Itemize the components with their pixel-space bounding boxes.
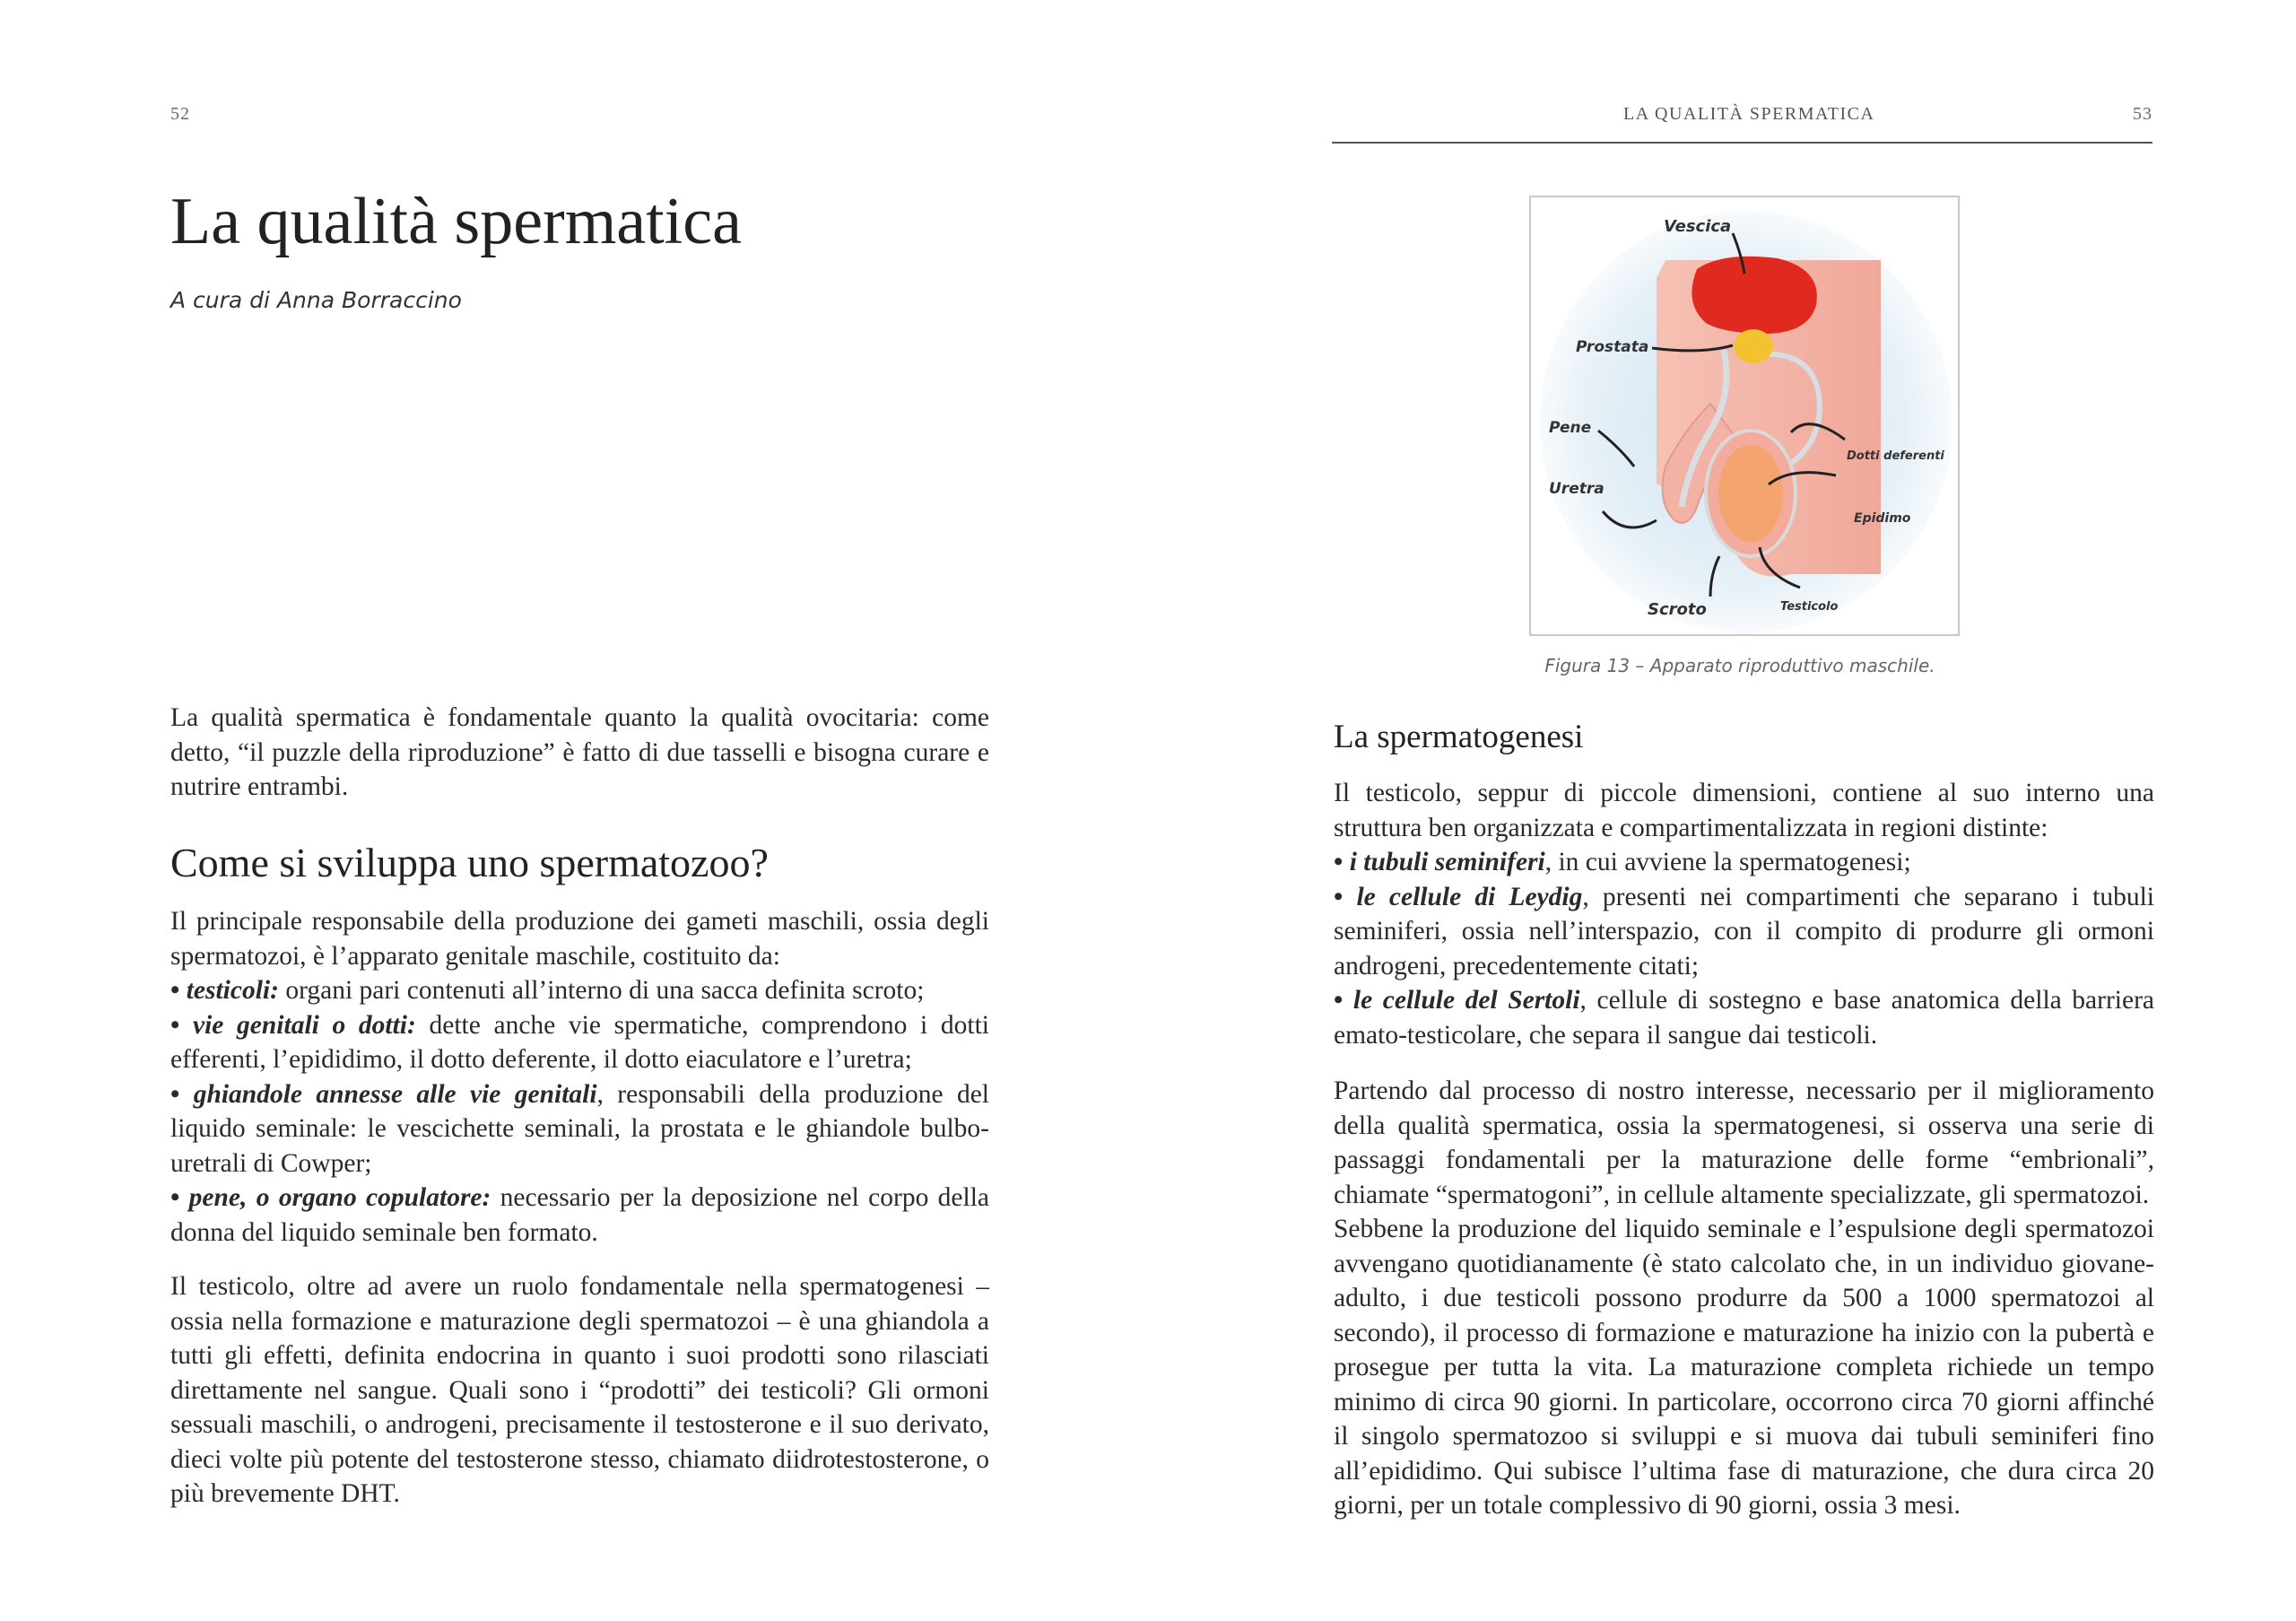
section-title: La spermatogenesi: [1334, 719, 1584, 755]
bullet-item: • le cellule del Sertoli, cellule di sostegno e base anatomica della barriera emato-testicolare, che separa il sangue dai testicoli.: [1334, 986, 2154, 1050]
label-prostata: Prostata: [1576, 338, 1649, 356]
page-number: 53: [2133, 104, 2152, 124]
section-body: [170, 904, 989, 1512]
label-pene: Pene: [1549, 419, 1592, 437]
closing-paragraph: Il testicolo, oltre ad avere un ruolo fondamentale nella spermatogenesi – ossia nella formazione e maturazione degli spermatozoi – è una ghiandola a tutti gli effetti, definita endocrina in quanto i suoi prodotti sono rilasciati direttamente nel sangue. Quali sono i “prodotti” dei testicoli? Gli ormoni sessuali maschili, o androgeni, precisamente il testosterone e il suo derivato, dieci volte più potente del testosterone stesso, chiamato diidrotestosterone, o più brevemente DHT.: [170, 1272, 989, 1508]
bullet-item: • pene, o organo copulatore: necessario per la deposizione nel corpo della donna del liquido seminale ben formato.: [170, 1183, 989, 1247]
paragraph: Partendo dal processo di nostro interesse, necessario per il miglioramento della qualità spermatica, ossia la spermatogenesi, si osserva una serie di passaggi fondamentali per la maturazione delle forme “embrionali”, chiamate “spermatogoni”, in cellule altamente specializzate, gli spermatozoi.: [1334, 1076, 2154, 1209]
label-uretra: Uretra: [1549, 480, 1605, 498]
prostate-shape: [1734, 329, 1773, 363]
section-title: Come si sviluppa uno spermatozoo?: [170, 840, 769, 885]
bullet-item: • ghiandole annesse alle vie genitali, responsabili della produzione del liquido seminale: le vescichette seminali, la prostata e le ghiandole bulbo-uretrali di Cowper;: [170, 1079, 989, 1178]
anatomy-figure: [1529, 196, 1960, 636]
label-epididimo: Epidimo: [1854, 511, 1911, 526]
intro-text: La qualità spermatica è fondamentale quanto la qualità ovocitaria: come detto, “il puzzle della riproduzione” è fatto di due tasselli e bisogna curare e nutrire entrambi.: [170, 703, 989, 801]
label-scroto: Scroto: [1648, 600, 1707, 619]
chapter-byline: A cura di Anna Borraccino: [170, 287, 462, 313]
section-intro: Il principale responsabile della produzione dei gameti maschili, ossia degli spermatozoi, è l’apparato genitale maschile, costituito da:: [170, 907, 989, 971]
anatomy-illustration: [1531, 197, 1958, 634]
bullet-item: • le cellule di Leydig, presenti nei compartimenti che separano i tubuli seminiferi, ossia nell’interspazio, con il compito di produrre gli ormoni androgeni, precedentemente citati;: [1334, 882, 2155, 980]
testicle-shape: [1718, 445, 1783, 542]
bladder-shape: [1692, 257, 1816, 334]
bullet-item: • i tubuli seminiferi, in cui avviene la spermatogenesi;: [1334, 848, 1911, 876]
label-vescica: Vescica: [1664, 217, 1732, 236]
label-testicolo: Testicolo: [1780, 600, 1839, 614]
intro-paragraph: [170, 701, 989, 805]
paragraph: Sebbene la produzione del liquido seminale e l’espulsione degli spermatozoi avvengano quotidianamente (è stato calcolato che, in un individuo giovane-adulto, i due testicoli possono produrre da 500 a 1000 spermatozoi al secondo), il processo di formazione e maturazione ha inizio con la pubertà e prosegue per tutta la vita. La maturazione completa richiede un tempo minimo di circa 90 giorni. In particolare, occorrono circa 70 giorni affinché il singolo spermatozoo si sviluppi e si muova dai tubuli seminiferi fino all’epididimo. Qui subisce l’ultima fase di maturazione, che dura circa 20 giorni, per un totale complessivo di 90 giorni, ossia 3 mesi.: [1334, 1215, 2154, 1520]
section-intro: Il testicolo, seppur di piccole dimensioni, contiene al suo interno una struttura ben organizzata e compartimentalizzata in regioni distinte:: [1334, 779, 2154, 842]
spermatogenesis-body: [1334, 776, 2154, 1523]
bullet-item: • vie genitali o dotti: dette anche vie spermatiche, comprendono i dotti efferenti, l’epididimo, il dotto deferente, il dotto eiaculatore e l’uretra;: [170, 1010, 990, 1074]
chapter-title: La qualità spermatica: [170, 185, 742, 258]
figure-caption: Figura 13 – Apparato riproduttivo maschile.: [1544, 655, 1935, 676]
page-number: 52: [170, 104, 190, 124]
bullet-item: • testicoli: organi pari contenuti all’interno di una sacca definita scroto;: [170, 976, 925, 1005]
label-dotti-deferenti: Dotti deferenti: [1847, 449, 1944, 463]
running-head: LA QUALITÀ SPERMATICA: [1623, 104, 1875, 124]
header-rule: [1332, 142, 2152, 144]
